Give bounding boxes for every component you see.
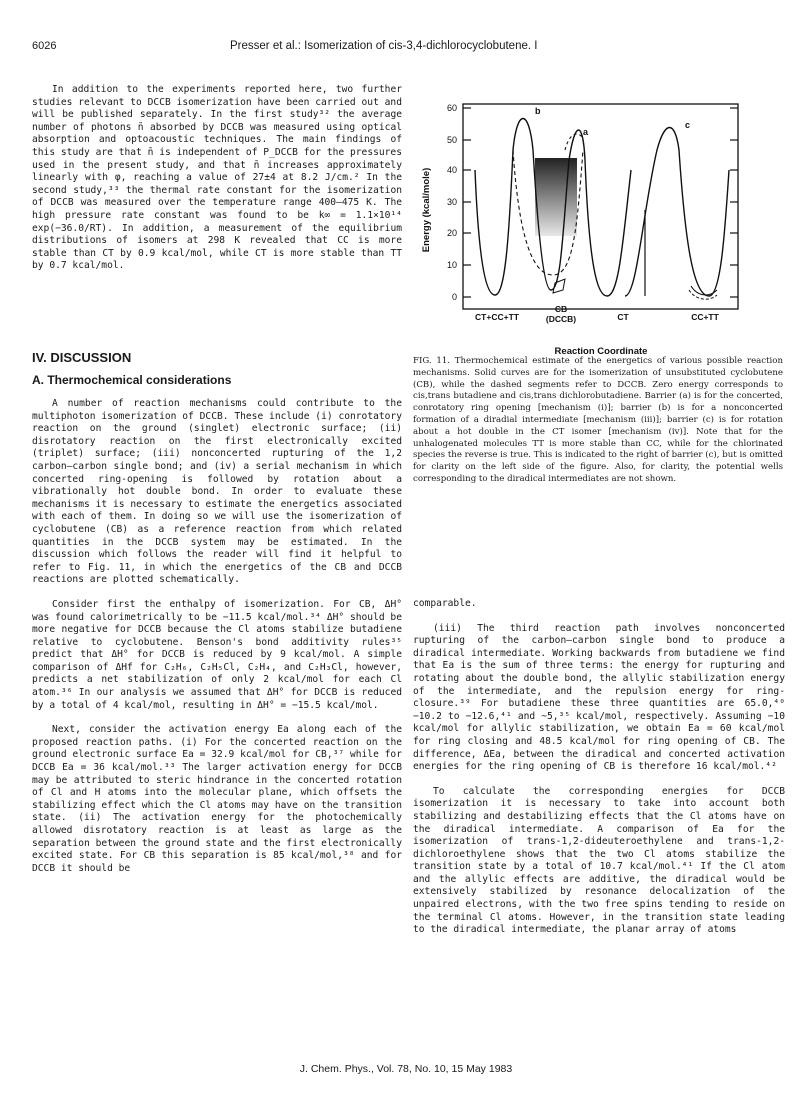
x-label-ct: CT (617, 312, 629, 322)
y-tick-60: 60 (446, 103, 457, 113)
section-heading: IV. DISCUSSION (32, 350, 132, 365)
y-tick-labels (447, 103, 457, 302)
y-tick-0: 0 (451, 292, 457, 302)
barrier-label-a: a (583, 127, 589, 137)
x-label-dccb: (DCCB) (545, 314, 577, 324)
cb-curve-right (625, 128, 729, 297)
dccb-marker (553, 279, 565, 293)
figure-11 (413, 90, 783, 360)
y-tick-40: 40 (446, 165, 457, 175)
y-tick-20: 20 (446, 228, 457, 238)
journal-footer: J. Chem. Phys., Vol. 78, No. 10, 15 May 1983 (299, 1063, 513, 1075)
y-tick-50: 50 (446, 135, 457, 145)
paragraph-enthalpy: Consider first the enthalpy of isomerization. For CB, ΔH° was found calorimetrically to be −11.5 kcal/mol.³⁴ ΔH° should be more negative for DCCB because the Cl atoms stabilize butadiene relative to cyclobutene. Benson's bond additivity rules³⁵ predict that ΔH° for DCCB is reduced by 9 kcal/mol. A simple comparison of ΔHf for C₂H₆, C₂H₅Cl, C₂H₄, and C₂H₃Cl, however, predicts a net stabilization of only 2 kcal/mol for each Cl atom.³⁶ In our analysis we assumed that ΔH° for DCCB is reduced by a total of 4 kcal/mol, resulting in ΔH° = −15.5 kcal/mol. (32, 598, 402, 711)
paragraph-mechanisms: A number of reaction mechanisms could contribute to the multiphoton isomerization of DCCB. These include (i) conrotatory reaction on the ground (singlet) electronic surface; (ii) disrotatory reaction on the first electronically excited (triplet) surface; (iii) nonconcerted rupturing of the 1,2 carbon–carbon single bond; and (iv) a serial mechanism in which concerted ring-opening is followed by rotation about a vibrationally hot double bond. In order to evaluate these mechanisms it is necessary to estimate the energetics associated with each of them. In doing so we will use the isomerization of cyclobutene (CB) as a reference reaction from which related quantities in the DCCB system may be estimated. In the discussion which follows the reader will find it helpful to refer to Fig. 11, in which the energetics of the CB and DCCB reactions are plotted schematically. (32, 398, 402, 586)
shaded-region (535, 158, 577, 236)
running-head: Presser et al.: Isomerization of cis-3,4-dichlorocyclobutene. I (230, 40, 538, 52)
paragraph-activation: Next, consider the activation energy Ea along each of the proposed reaction paths. (i) For the concerted reaction on the ground electronic surface Ea = 32.9 kcal/mol for CB,³⁷ while for DCCB Ea = 36 kcal/mol.³³ The larger activation energy for DCCB may be attributed to steric hindrance in the concerted rotation of Cl and H atoms into the molecular plane, which offsets the stabilizing effect which the Cl atoms may have on the transition state. (ii) The activation energy for the photochemically allowed disrotatory reaction is at least as large as the separation between the ground state and the first electronically excited state. For CB this separation is 85 kcal/mol,³⁸ and for DCCB it should be (32, 724, 402, 874)
y-tick-10: 10 (446, 260, 457, 270)
x-label-cb: CB (554, 304, 568, 314)
paragraph-dccb-energies: To calculate the corresponding energies for DCCB isomerization it is necessary to take into account both stabilizing and destabilizing effects that the Cl atoms have on the diradical intermediate. A comparison of Ea for the isomerization of trans-1,2-dideuteroethylene and trans-1,2-dichloroethylene shows that the two Cl atoms stabilize the transition state by a total of 10.7 kcal/mol.⁴¹ If the Cl atom and the allylic effects are additive, the diradical would be extensively stabilized by resonance delocalization of the unpaired electrons, with the two free spins tending to reside on the terminal Cl atoms. However, in the transition state leading to the diradical intermediate, the planar array of atoms (413, 785, 785, 936)
y-axis-label: Energy (kcal/mole) (421, 167, 432, 253)
x-label-ct-cc-tt: CT+CC+TT (475, 312, 519, 322)
right-bottom-column (413, 598, 785, 937)
barrier-label-b: b (535, 106, 541, 116)
figure-caption: FIG. 11. Thermochemical estimate of the energetics of various possible reaction mechanisms. Solid curves are for the isomerization of unsubstituted cyclobutene (CB), while the dashed segments refer to DCCB. Zero energy corresponds to cis,trans butadiene and cis,trans dichlorobutadiene. Barrier (a) is for the concerted, conrotatory ring opening [mechanism (i)]; barrier (b) is for a nonconcerted formation of a diradial intermediate [mechanism (iii)]; barrier (c) is for rotation about a hot double in the CT isomer [mechanism (iv)]. Note that for the unhalogenated molecules TT is more stable than CC, while for the chlorinated species the reverse is true. This is indicated to the right of barrier (c), but is omitted for clarity on the left side of the figure. Also, for clarity, the potential wells corresponding to the diradical intermediates are not shown. (413, 356, 783, 484)
left-top-column (32, 84, 402, 273)
barrier-label-c: c (685, 120, 691, 130)
energy-diagram (413, 90, 783, 360)
left-bottom-column (32, 398, 402, 875)
intro-paragraph: In addition to the experiments reported here, two further studies relevant to DCCB isomerization have been carried out and will be published separately. In the first study³² the average number of photons n̄ absorbed by DCCB was measured using optical absorption and optoacoustic techniques. The main findings of this study are that n̄ is independent of P_DCCB for the pressures used in the present study, and that n̄ increases approximately linearly with φ, reaching a value of 27±4 at 8.2 J/cm.² In the second study,³³ the thermal rate constant for the isomerization of DCCB was measured over the temperature range 400–475 K. The high pressure rate constant was found to be k∞ = 1.1×10¹⁴ exp(−36.0/RT). In addition, a measurement of the equilibrium distributions of isomers at 298 K revealed that CC is more stable than CT by 0.9 kcal/mol, while CT is more stable than TT by 0.7 kcal/mol. (32, 84, 402, 272)
subsection-heading: A. Thermochemical considerations (32, 373, 232, 387)
paragraph-nonconcerted: (iii) The third reaction path involves nonconcerted rupturing of the carbon–carbon single bond to produce a diradical intermediate. Working backwards from butadiene we find that Ea is the sum of three terms: the energy for rupturing and rotating about the double bond, the allylic stabilization energy of the intermediate, and the repulsion energy for ring-closure.³⁹ For butadiene these three quantities are 65.0,⁴⁰ −10.2 to −12.6,⁴¹ and ~5,³⁵ kcal/mol, respectively. Assuming −10 kcal/mol for allylic stabilization, we obtain Ea = 60 kcal/mol for ring closing and 48.5 kcal/mol for ring opening of CB. The difference, ΔEa, between the diradical and concerted activation energies for the ring opening of CB is therefore 16 kcal/mol.⁴² (413, 622, 785, 773)
x-axis-label: Reaction Coordinate (554, 346, 648, 357)
paragraph-comparable: comparable. (413, 598, 477, 609)
plot-frame (463, 104, 738, 309)
x-label-cc-tt: CC+TT (691, 312, 719, 322)
page-number: 6026 (32, 40, 57, 52)
y-tick-30: 30 (446, 197, 457, 207)
